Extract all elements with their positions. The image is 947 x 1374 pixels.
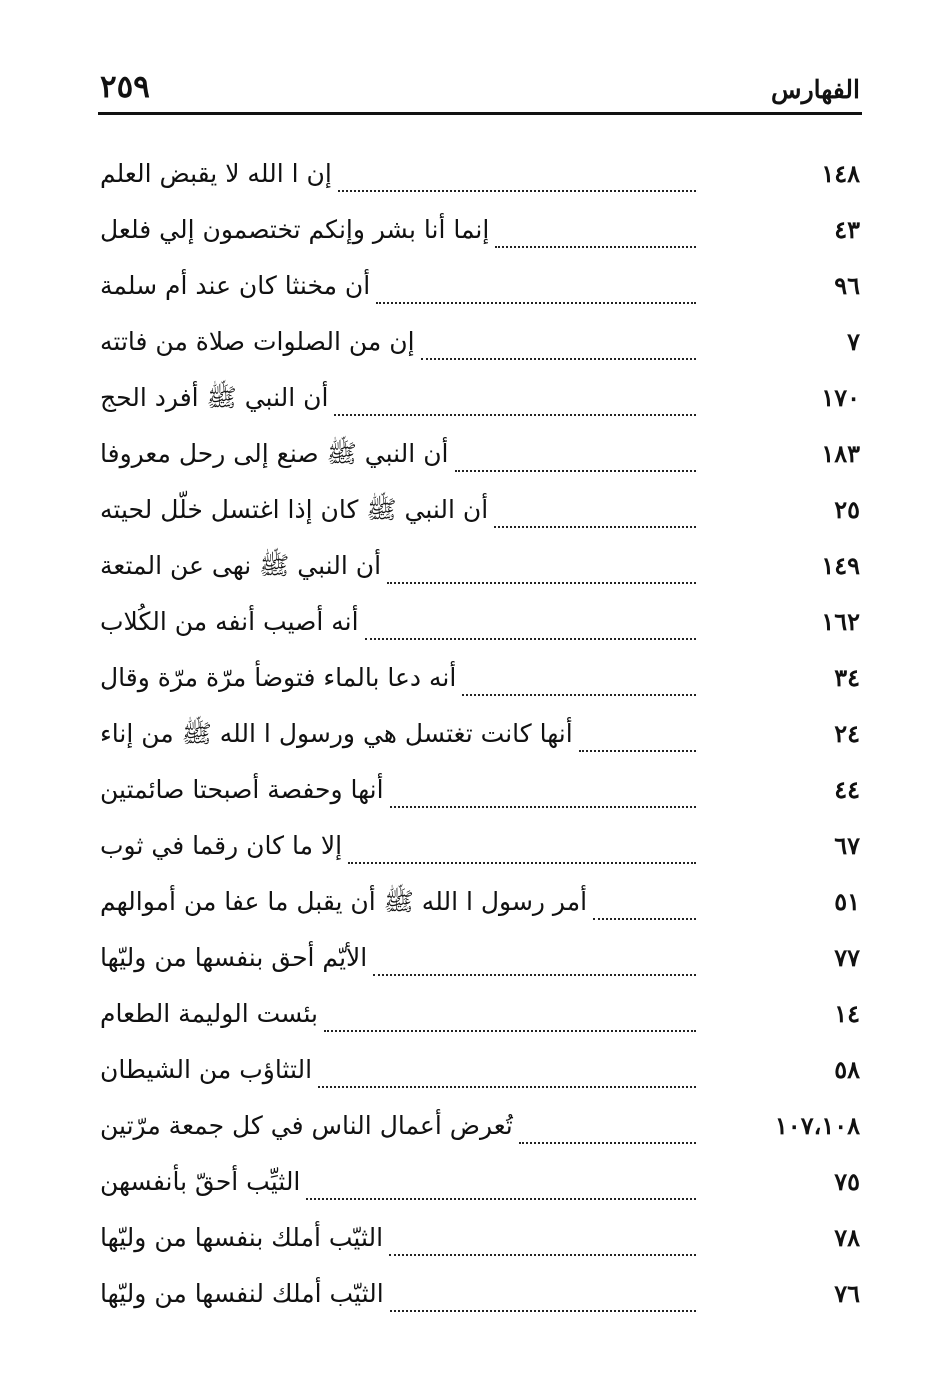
index-entry	[100, 766, 860, 822]
header-title: الفهارس	[771, 75, 860, 104]
entry-text: أنها وحفصة أصبحتا صائمتين	[100, 775, 384, 804]
dot-leader	[387, 581, 696, 584]
entry-page-number: ١٦٢	[821, 607, 860, 636]
dot-leader	[389, 1253, 696, 1256]
index-entry	[100, 1214, 860, 1270]
dot-leader	[318, 1085, 696, 1088]
index-entry	[100, 262, 860, 318]
entry-text: الثيّب أملك لنفسها من وليّها	[100, 1279, 384, 1308]
entry-text: أمر رسول ا الله ﷺ أن يقبل ما عفا من أموالهم	[100, 887, 588, 916]
dot-leader	[324, 1029, 696, 1032]
index-entry	[100, 486, 860, 542]
entry-text: التثاؤب من الشيطان	[100, 1055, 313, 1084]
entry-text: أن النبي ﷺ كان إذا اغتسل خلّل لحيته	[100, 495, 489, 524]
entry-page-number: ١٧٠	[821, 383, 860, 412]
dot-leader	[519, 1141, 696, 1144]
index-entry	[100, 654, 860, 710]
index-entry	[100, 374, 860, 430]
header-rule	[98, 112, 862, 115]
dot-leader	[306, 1197, 696, 1200]
entry-text: أن مخنثا كان عند أم سلمة	[100, 271, 371, 300]
entry-text: الأيّم أحق بنفسها من وليّها	[100, 943, 368, 972]
index-entry	[100, 990, 860, 1046]
index-entry	[100, 318, 860, 374]
entry-page-number: ١٨٣	[821, 439, 860, 468]
entry-text: إن من الصلوات صلاة من فاتته	[100, 327, 415, 356]
dot-leader	[421, 357, 696, 360]
entry-text: أن النبي ﷺ نهى عن المتعة	[100, 551, 382, 580]
entry-text: بئست الوليمة الطعام	[100, 999, 318, 1028]
entry-text: إلا ما كان رقما في ثوب	[100, 831, 343, 860]
entry-text: إنما أنا بشر وإنكم تختصمون إلي فلعل	[100, 215, 490, 244]
entry-text: أن النبي ﷺ صنع إلى رحل معروفا	[100, 439, 449, 468]
index-entry	[100, 822, 860, 878]
index-entry	[100, 150, 860, 206]
index-list	[100, 150, 860, 1326]
entry-text: إن ا الله لا يقبض العلم	[100, 159, 332, 188]
entry-page-number: ٥٨	[834, 1055, 860, 1084]
entry-text: أنها كانت تغتسل هي ورسول ا الله ﷺ من إناء	[100, 719, 573, 748]
entry-page-number: ٧٨	[834, 1223, 860, 1252]
dot-leader	[593, 917, 696, 920]
entry-page-number: ٦٧	[834, 831, 860, 860]
dot-leader	[462, 693, 696, 696]
dot-leader	[390, 805, 696, 808]
index-entry	[100, 430, 860, 486]
entry-page-number: ٤٤	[834, 775, 860, 804]
entry-page-number: ٤٣	[834, 215, 860, 244]
entry-page-number: ٧٦	[834, 1279, 860, 1308]
index-entry	[100, 1102, 860, 1158]
entry-text: الثيّب أملك بنفسها من وليّها	[100, 1223, 384, 1252]
entry-page-number: ١٤٨	[821, 159, 860, 188]
entry-text: أن النبي ﷺ أفرد الحج	[100, 383, 329, 412]
dot-leader	[494, 525, 696, 528]
dot-leader	[338, 189, 696, 192]
index-entry	[100, 206, 860, 262]
dot-leader	[334, 413, 696, 416]
dot-leader	[495, 245, 696, 248]
index-entry	[100, 1046, 860, 1102]
entry-text: الثيِّب أحقّ بأنفسهن	[100, 1167, 301, 1196]
dot-leader	[376, 301, 696, 304]
dot-leader	[373, 973, 696, 976]
dot-leader	[579, 749, 696, 752]
entry-page-number: ٧٧	[834, 943, 860, 972]
entry-page-number: ٣٤	[834, 663, 860, 692]
index-entry	[100, 878, 860, 934]
entry-page-number: ٢٤	[834, 719, 860, 748]
entry-page-number: ٩٦	[834, 271, 860, 300]
index-entry	[100, 1270, 860, 1326]
dot-leader	[365, 637, 696, 640]
dot-leader	[455, 469, 697, 472]
dot-leader	[348, 861, 696, 864]
index-entry	[100, 598, 860, 654]
page-number: ٢٥٩	[100, 69, 150, 105]
index-entry	[100, 934, 860, 990]
index-entry	[100, 542, 860, 598]
entry-page-number: ٧	[847, 327, 860, 356]
entry-text: أنه أصيب أنفه من الكُلاب	[100, 607, 359, 636]
entry-text: أنه دعا بالماء فتوضأ مرّة مرّة وقال	[100, 663, 457, 692]
entry-text: تُعرض أعمال الناس في كل جمعة مرّتين	[100, 1111, 513, 1140]
index-entry	[100, 710, 860, 766]
entry-page-number: ٢٥	[834, 495, 860, 524]
entry-page-number: ١٤	[834, 999, 860, 1028]
page-header	[100, 66, 860, 114]
entry-page-number: ٧٥	[834, 1167, 860, 1196]
dot-leader	[390, 1309, 696, 1312]
entry-page-number: ١٤٩	[821, 551, 860, 580]
entry-page-number: ٥١	[834, 887, 860, 916]
index-entry	[100, 1158, 860, 1214]
entry-page-number: ١٠٧،١٠٨	[774, 1111, 860, 1140]
